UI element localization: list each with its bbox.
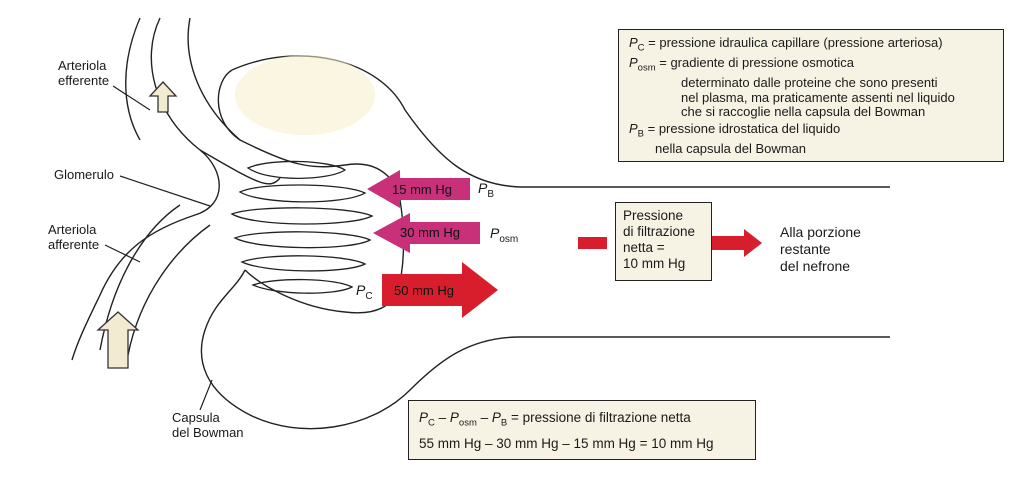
formula-line-2: 55 mm Hg – 30 mm Hg – 15 mm Hg = 10 mm Hg xyxy=(419,435,714,451)
glomerulo-label: Glomerulo xyxy=(54,167,114,182)
legend-pb: $P_B$ = pressione idrostatica del liquido nella capsula del Bowman xyxy=(629,120,841,156)
pc-symbol: $P_C$ xyxy=(356,282,373,302)
formula-box xyxy=(408,400,756,460)
pc-value: 50 mm Hg xyxy=(394,283,454,298)
posm-value: 30 mm Hg xyxy=(400,225,460,240)
legend-pc: $P_C$ = pressione idraulica capillare (pressione arteriosa) xyxy=(629,35,943,54)
posm-symbol: $P_{osm}$ xyxy=(490,225,519,245)
net-out-arrow xyxy=(712,229,762,257)
alla-porzione-label: Alla porzione restante del nefrone xyxy=(780,224,861,274)
legend-posm: $P_{osm}$ = gradiente di pressione osmotica determinato dalle proteine che sono presenti nel plasma, ma praticamente assenti nel liquido che si raccoglie nella capsula del Bowman xyxy=(629,55,955,120)
arteriola-efferente-label: Arteriola efferente xyxy=(58,58,110,88)
legend-box xyxy=(618,29,1004,162)
arteriola-afferente-label: Arteriola afferente xyxy=(48,222,100,252)
pb-value: 15 mm Hg xyxy=(392,182,452,197)
net-in-arrow xyxy=(578,237,607,249)
capsula-label: Capsula del Bowman xyxy=(172,410,244,440)
formula-line-1: $P_C - P_{osm} - P_B$ = pressione di filtrazione netta xyxy=(419,410,691,429)
pb-symbol: $P_B$ xyxy=(478,180,495,200)
efferent-flow-arrow xyxy=(150,82,176,112)
net-filtration-box: Pressione di filtrazione netta = 10 mm Hg xyxy=(615,202,712,281)
glomerulus-loops xyxy=(232,161,372,293)
